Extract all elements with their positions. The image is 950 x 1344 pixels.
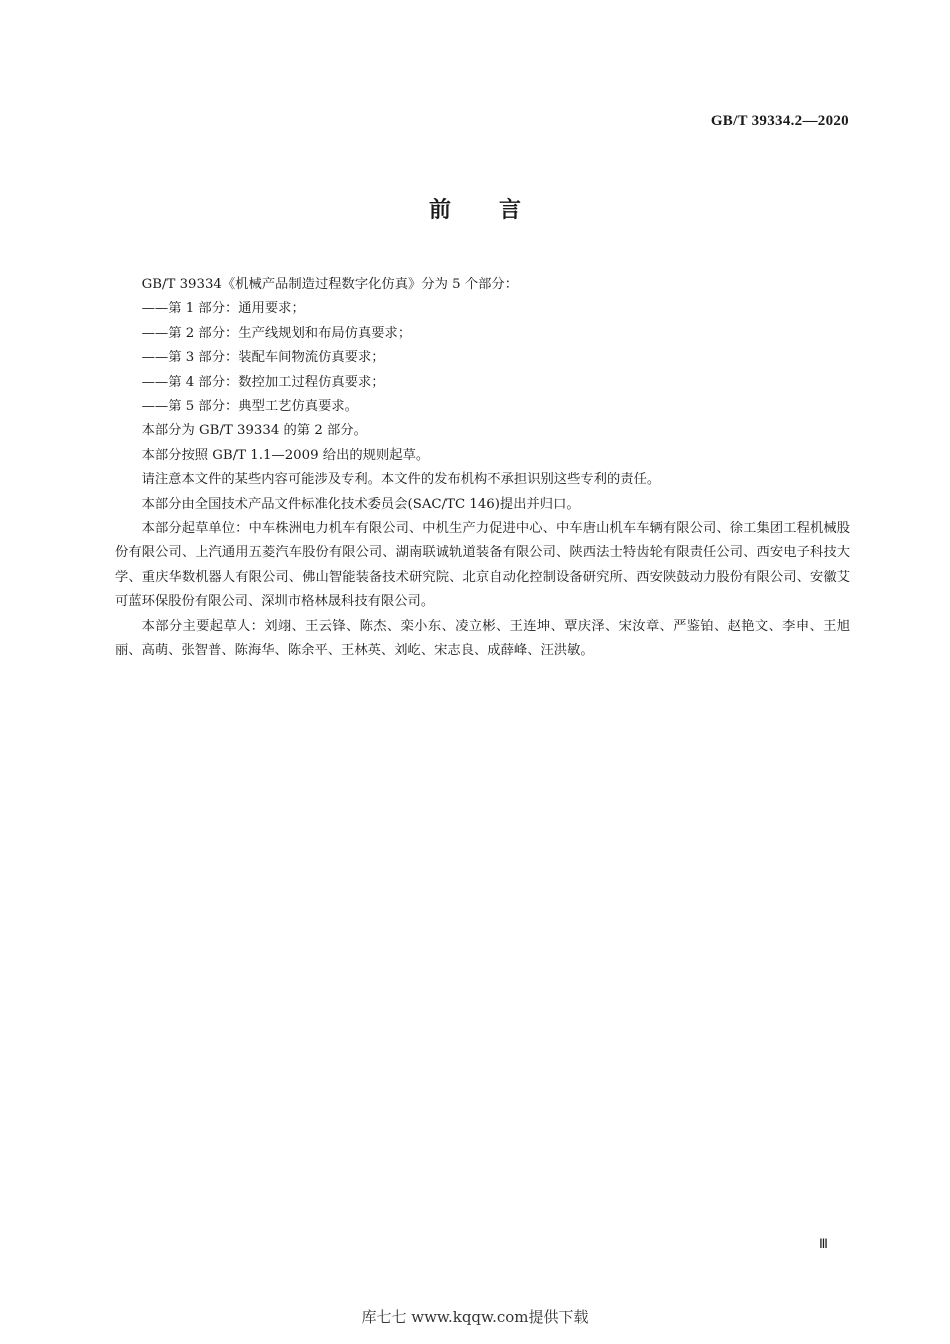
paragraph: 本部分为 GB/T 39334 的第 2 部分。 — [141, 423, 367, 439]
paragraph: ——第 1 部分：通用要求； — [141, 301, 305, 317]
standard-code: GB/T 39334.2—2020 — [710, 113, 849, 129]
page-number: Ⅲ — [819, 1236, 828, 1251]
paragraph: ——第 2 部分：生产线规划和布局仿真要求； — [141, 325, 412, 341]
footer-watermark: 库七七 www.kqqw.com提供下载 — [361, 1308, 589, 1326]
paragraph: ——第 5 部分：典型工艺仿真要求。 — [141, 399, 358, 415]
paragraph: 本部分按照 GB/T 1.1—2009 给出的规则起草。 — [141, 447, 430, 463]
foreword-body — [115, 273, 850, 664]
paragraph: ——第 4 部分：数控加工过程仿真要求； — [141, 374, 385, 390]
page-title: 前言 — [428, 198, 569, 223]
paragraph: 本部分主要起草人：刘翊、王云锋、陈杰、栾小东、凌立彬、王连坤、覃庆泽、宋汝章、严鉴铂、赵艳文、李申、王旭丽、高萌、张智普、陈海华、陈余平、王林英、刘屹、宋志良、成薛峰、汪洪敏。 — [115, 618, 850, 659]
paragraph: 本部分起草单位：中车株洲电力机车有限公司、中机生产力促进中心、中车唐山机车车辆有限公司、徐工集团工程机械股份有限公司、上汽通用五菱汽车股份有限公司、湖南联诚轨道装备有限公司、陕西法士特齿轮有限责任公司、西安电子科技大学、重庆华数机器人有限公司、佛山智能装备技术研究院、北京自动化控制设备研究所、西安陕鼓动力股份有限公司、安徽艾可蓝环保股份有限公司、深圳市格林晟科技有限公司。 — [115, 521, 850, 610]
paragraph: 请注意本文件的某些内容可能涉及专利。本文件的发布机构不承担识别这些专利的责任。 — [141, 472, 661, 488]
paragraph: ——第 3 部分：装配车间物流仿真要求； — [141, 350, 385, 366]
paragraph: GB/T 39334《机械产品制造过程数字化仿真》分为 5 个部分： — [141, 277, 519, 292]
paragraph: 本部分由全国技术产品文件标准化技术委员会(SAC/TC 146)提出并归口。 — [141, 496, 580, 512]
